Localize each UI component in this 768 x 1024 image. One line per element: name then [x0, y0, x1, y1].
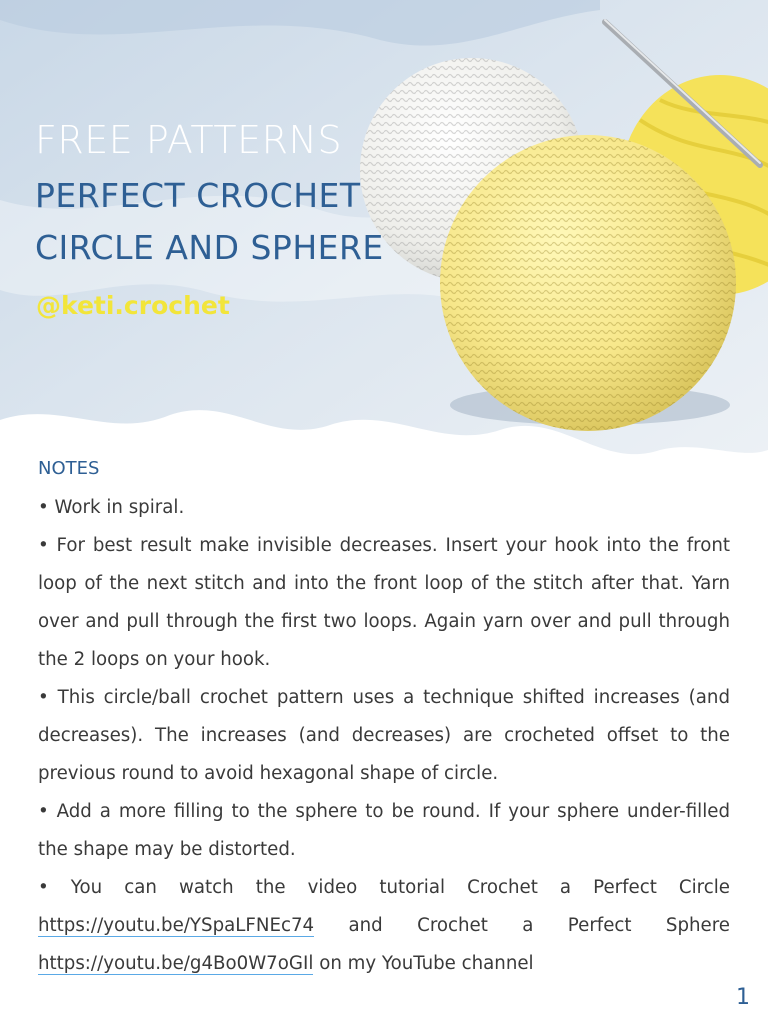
note-video-prefix: • You can watch the video tutorial Crochet a Perfect Circle [38, 877, 730, 898]
note-filling: • Add a more filling to the sphere to be round. If your sphere under-filled the shape may be distorted. [38, 801, 730, 860]
note-video-middle: and Crochet a Perfect Sphere [348, 915, 730, 936]
note-video-tutorial [38, 869, 730, 983]
title-perfect-crochet: PERFECT CROCHET [35, 176, 361, 215]
notes-body [38, 489, 730, 983]
note-invisible-decreases: • For best result make invisible decreases. Insert your hook into the front loop of the next stitch and into the front loop of the stitch after that. Yarn over and pull through the first two loops. Again yarn over and pull through the 2 loops on your hook. [38, 535, 730, 670]
title-free-patterns: FREE PATTERNS [35, 118, 343, 162]
link-circle-video[interactable]: https://youtu.be/YSpaLFNEc74 [38, 915, 315, 936]
link-sphere-video[interactable]: https://youtu.be/g4Bo0W7oGIl [38, 953, 314, 974]
notes-heading: NOTES [38, 458, 100, 479]
page-number: 1 [736, 985, 750, 1010]
note-video-suffix: on my YouTube channel [319, 953, 534, 974]
yellow-crochet-ball-icon [440, 135, 736, 431]
note-shifted-increases: • This circle/ball crochet pattern uses a technique shifted increases (and decreases). The increases (and decreases) are crocheted offset to the previous round to avoid hexagonal shape of circle. [38, 687, 730, 784]
title-circle-and-sphere: CIRCLE AND SPHERE [35, 228, 384, 267]
note-work-in-spiral: • Work in spiral. [38, 497, 185, 518]
author-handle: @keti.crochet [36, 291, 230, 320]
